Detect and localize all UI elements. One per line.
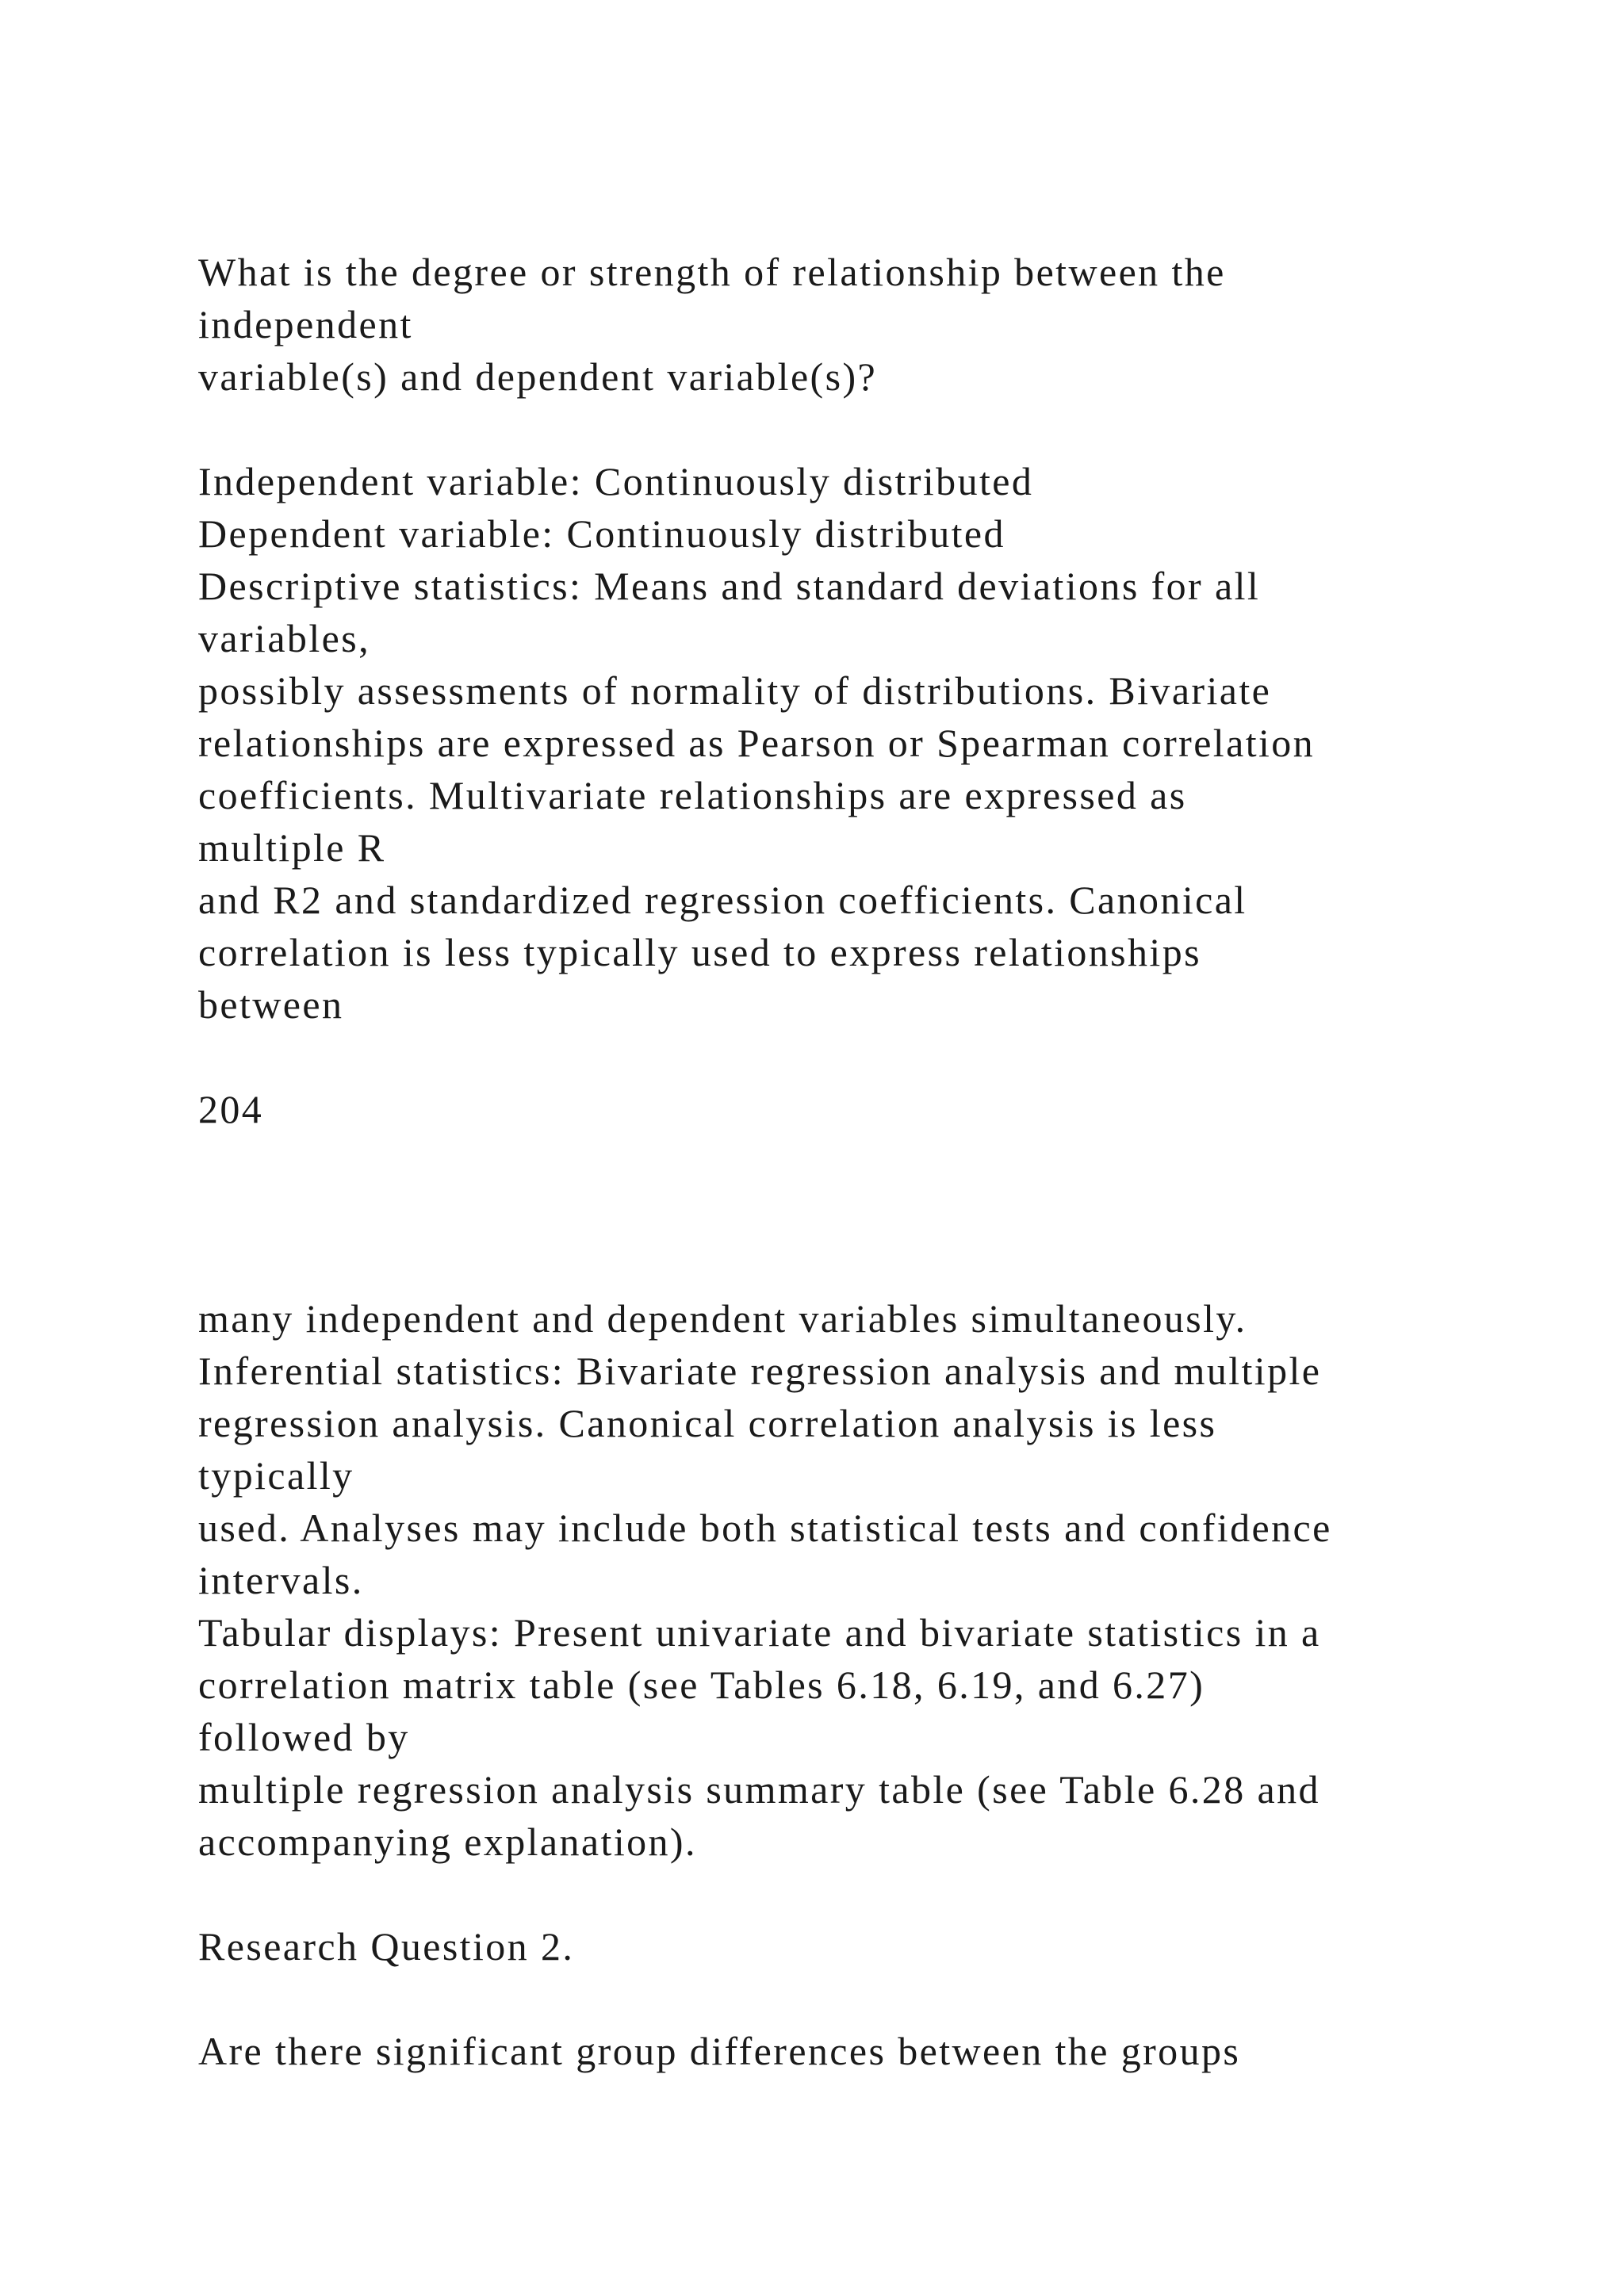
text-line: Dependent variable: Continuously distributed [198,511,1005,556]
page-number: 204 [198,1087,264,1131]
text-line: correlation matrix table (see Tables 6.18, 6.19, and 6.27) [198,1663,1205,1707]
text-line: Tabular displays: Present univariate and bivariate statistics in a [198,1610,1321,1655]
text-line: coefficients. Multivariate relationships are expressed as [198,773,1187,817]
text-line: regression analysis. Canonical correlation analysis is less [198,1401,1217,1445]
text-line: between [198,982,344,1027]
page-break-gap [198,1135,1546,1292]
text-line: variables, [198,616,370,660]
section-heading: Research Question 2. [198,1924,575,1969]
text-line: accompanying explanation). [198,1820,697,1864]
text-line: variable(s) and dependent variable(s)? [198,354,878,399]
text-line: Descriptive statistics: Means and standard deviations for all [198,564,1261,608]
text-line: Independent variable: Continuously distributed [198,459,1034,503]
text-line: relationships are expressed as Pearson or Spearman correlation [198,721,1316,765]
text-line: and R2 and standardized regression coefficients. Canonical [198,878,1247,922]
text-line: possibly assessments of normality of distributions. Bivariate [198,668,1272,713]
text-line: independent [198,302,413,346]
text-line: intervals. [198,1558,364,1602]
text-line: followed by [198,1715,410,1759]
text-line: typically [198,1453,354,1498]
text-line: Inferential statistics: Bivariate regression analysis and multiple [198,1349,1322,1393]
text-line: What is the degree or strength of relationship between the [198,250,1226,294]
text-line: used. Analyses may include both statistical tests and confidence [198,1506,1332,1550]
text-line: multiple regression analysis summary table (see Table 6.28 and [198,1767,1320,1812]
text-line: correlation is less typically used to express relationships [198,930,1201,974]
paragraph-gap [198,1973,1546,2025]
paragraph-gap [198,1868,1546,1920]
paragraph-gap [198,403,1546,455]
text-line: Are there significant group differences between the groups [198,2029,1241,2073]
text-line: many independent and dependent variables simultaneously. [198,1296,1247,1341]
text-line: multiple R [198,825,386,870]
document-body [198,246,1546,2077]
paragraph-gap [198,1031,1546,1083]
